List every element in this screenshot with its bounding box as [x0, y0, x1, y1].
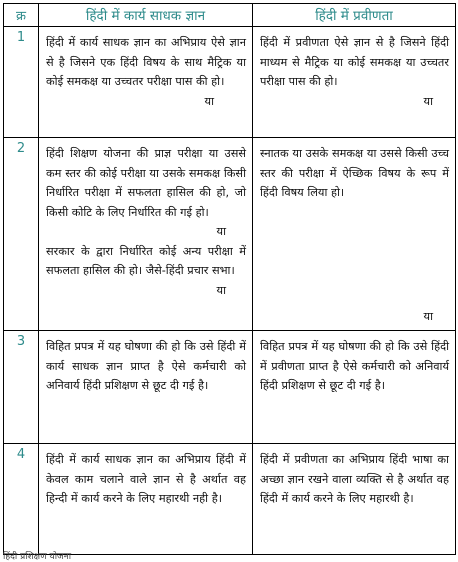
- or-label: या: [423, 94, 433, 108]
- cell-text: हिंदी में प्रवीणता का अभिप्राय हिंदी भाषा का अच्छा ज्ञान रखने वाला व्यक्ति से है अर्थात वह हिंदी में कार्य करने के लिए महारथी है।: [260, 453, 449, 505]
- header-row: [4, 4, 456, 27]
- row-number: 1: [4, 27, 39, 138]
- cell-text: सरकार के द्वारा निर्धारित कोई अन्य परीक्षा में सफलता हासिल की हो। जैसे-हिंदी प्रचार सभा।: [46, 244, 246, 277]
- comparison-table: [3, 3, 456, 555]
- or-label: या: [216, 283, 226, 297]
- cell-text: विहित प्रपत्र में यह घोषणा की हो कि उसे हिंदी में कार्य साधक ज्ञान प्राप्त है ऐसे कर्मचारी को अनिवार्य हिंदी प्रशिक्षण से छूट दी गई है।: [46, 340, 246, 392]
- cell-text: विहित प्रपत्र में यह घोषणा की हो कि उसे हिंदी में प्रवीणता प्राप्त है ऐसे कर्मचारी को अनिवार्य हिंदी प्रशिक्षण से छूट दी गई है।: [260, 340, 449, 392]
- header-working-knowledge: हिंदी में कार्य साधक ज्ञान: [39, 4, 253, 27]
- working-knowledge-cell: [39, 27, 253, 138]
- header-proficiency: हिंदी में प्रवीणता: [253, 4, 456, 27]
- table-row: [4, 138, 456, 331]
- proficiency-cell: [253, 27, 456, 138]
- proficiency-cell: [253, 331, 456, 444]
- header-serial: क्र: [4, 4, 39, 27]
- cell-text: हिंदी में प्रवीणता ऐसे ज्ञान से है जिसने हिंदी माध्यम से मैट्रिक या कोई समकक्ष या उच्चतर परीक्षा पास की हो।: [260, 36, 449, 88]
- row-number: 3: [4, 331, 39, 444]
- working-knowledge-cell: [39, 444, 253, 555]
- or-label: या: [216, 225, 226, 238]
- table-row: [4, 331, 456, 444]
- or-label: या: [423, 309, 433, 323]
- table-row: [4, 27, 456, 138]
- proficiency-cell: [253, 138, 456, 331]
- cell-text: हिंदी शिक्षण योजना की प्राज्ञ परीक्षा या उससे कम स्तर की कोई परीक्षा या उसके समकक्ष किसी निर्धारित परीक्षा में सफलता हासिल की हो, जो किसी कोटि के लिए निर्धारित की गई हो।: [46, 147, 246, 219]
- cell-text: स्नातक या उसके समकक्ष या उससे किसी उच्च स्तर की परीक्षा में ऐच्छिक विषय के रूप में हिंदी विषय लिया हो।: [260, 147, 449, 199]
- row-number: 4: [4, 444, 39, 555]
- footer-text: हिंदी प्रशिक्षण योजना: [3, 552, 72, 562]
- working-knowledge-cell: [39, 138, 253, 331]
- cell-text: हिंदी में कार्य साधक ज्ञान का अभिप्राय हिंदी में केवल काम चलाने वाले ज्ञान से है अर्थात वह हिन्दी में कार्य करने के लिए महारथी नही है।: [46, 453, 246, 505]
- cell-text: हिंदी में कार्य साधक ज्ञान का अभिप्राय ऐसे ज्ञान से है जिसने एक हिंदी विषय के साथ मैट्रिक या कोई समकक्ष या उच्चतर परीक्षा पास की हो।: [46, 36, 246, 88]
- or-label: या: [204, 94, 214, 108]
- row-number: 2: [4, 138, 39, 331]
- table-row: [4, 444, 456, 555]
- proficiency-cell: [253, 444, 456, 555]
- working-knowledge-cell: [39, 331, 253, 444]
